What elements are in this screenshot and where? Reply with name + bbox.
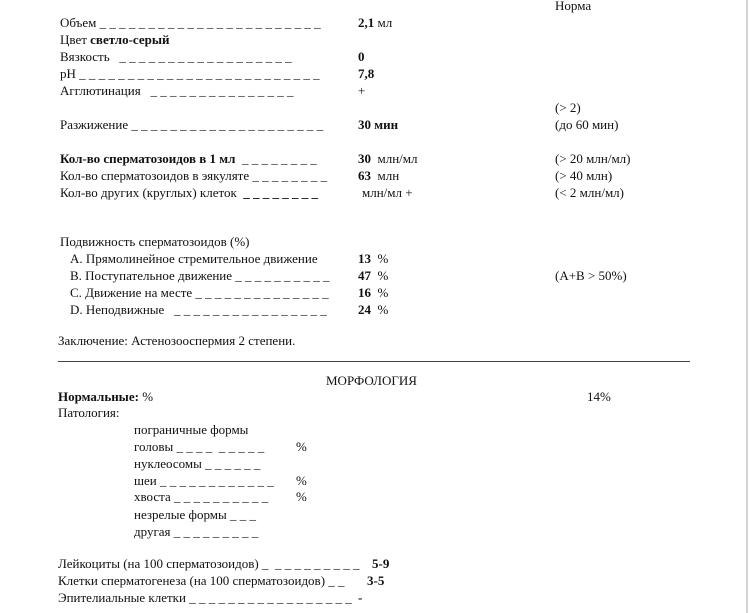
- motility-b-value: 47: [358, 268, 371, 283]
- count-total-norm: (> 40 млн): [555, 168, 613, 183]
- color-label: Цвет: [60, 32, 91, 47]
- count-total-row: [60, 168, 327, 184]
- motility-b-label: B. Поступательное движение: [70, 268, 233, 283]
- conclusion-text: Заключение: Астенозооспермия 2 степени.: [58, 333, 296, 348]
- color-value: светло-серый: [90, 32, 170, 47]
- color-row: [60, 32, 169, 48]
- liquefaction-row: [60, 117, 323, 133]
- viscosity-value: 0: [358, 49, 365, 64]
- pathology-item-borderline: [134, 422, 248, 438]
- pathology-item-label: незрелые формы: [134, 507, 227, 522]
- count-total-value: 63: [358, 168, 371, 183]
- motility-d-result: [358, 302, 388, 318]
- pathology-head-unit: %: [296, 439, 307, 454]
- count-total-label: Кол-во сперматозоидов в эякуляте: [60, 168, 250, 183]
- spermatogenesis-dashes: _ _: [325, 573, 345, 588]
- count-per-ml-unit: млн/мл: [371, 151, 418, 166]
- pathology-label: Патология:: [58, 405, 120, 420]
- spermatogenesis-value: 3-5: [367, 573, 385, 588]
- motility-a-value: 13: [358, 251, 371, 266]
- liquefaction-label: Разжижение: [60, 117, 129, 132]
- epithelial-label: Эпителиальные клетки: [58, 590, 186, 605]
- count-total-unit: млн: [371, 168, 400, 183]
- viscosity-row: [60, 49, 292, 65]
- pathology-item-neck: [134, 473, 274, 489]
- liquefaction-norm-1: (> 2): [555, 100, 581, 115]
- count-total-dashes: _ _ _ _ _ _ _ _: [249, 168, 328, 183]
- morphology-title: МОРФОЛОГИЯ: [326, 373, 417, 388]
- motility-ab-norm: (A+B > 50%): [555, 268, 627, 283]
- agglutination-dashes: _ _ _ _ _ _ _ _ _ _ _ _ _ _ _: [140, 83, 294, 98]
- normal-forms-unit: %: [138, 389, 154, 404]
- pathology-item-label: пограничные формы: [134, 422, 249, 437]
- page-edge: [746, 0, 748, 613]
- viscosity-dashes: _ _ _ _ _ _ _ _ _ _ _ _ _ _ _ _ _ _: [109, 49, 292, 64]
- epithelial-value: -: [358, 590, 363, 605]
- motility-d-dashes: _ _ _ _ _ _ _ _ _ _ _ _ _ _ _ _: [164, 302, 327, 317]
- motility-a-result: [358, 251, 388, 267]
- count-other-row: [60, 185, 318, 201]
- leukocytes-value: 5-9: [372, 556, 390, 571]
- pathology-item-label: другая: [134, 524, 171, 539]
- volume-row: [60, 15, 321, 31]
- pathology-item-nucleosomes: [134, 456, 260, 472]
- pathology-item-other: [134, 524, 258, 540]
- motility-row-d: [70, 302, 327, 318]
- norm-column-header: Норма: [555, 0, 592, 13]
- epithelial-row: [58, 590, 352, 606]
- ph-value: 7,8: [358, 66, 375, 81]
- normal-forms-row: [58, 389, 153, 405]
- volume-unit: мл: [374, 15, 393, 30]
- motility-d-value: 24: [358, 302, 371, 317]
- count-per-ml-norm: (> 20 млн/мл): [555, 151, 631, 166]
- pathology-item-label: нуклеосомы: [134, 456, 202, 471]
- ph-label: pH: [60, 66, 76, 81]
- motility-row-b: [70, 268, 330, 284]
- count-per-ml-dashes: _ _ _ _ _ _ _ _: [235, 151, 317, 166]
- motility-row-c: [70, 285, 329, 301]
- pathology-item-label: шеи: [134, 473, 157, 488]
- leukocytes-dashes: _ _ _ _ _ _ _ _ _ _: [258, 556, 360, 571]
- pathology-neck-unit: %: [296, 473, 307, 488]
- pathology-item-dashes: _ _ _ _ _ _: [201, 456, 261, 471]
- motility-c-result: [358, 285, 388, 301]
- pathology-item-label: хвоста: [134, 489, 171, 504]
- pathology-item-dashes: _ _ _ _ _ _ _ _ _: [170, 524, 259, 539]
- liquefaction-value: 30 мин: [358, 117, 399, 132]
- leukocytes-row: [58, 556, 359, 572]
- motility-d-label: D. Неподвижные: [70, 302, 165, 317]
- agglutination-row: [60, 83, 293, 99]
- pathology-item-head: [134, 439, 264, 455]
- count-per-ml-result: [358, 151, 418, 167]
- count-per-ml-label: Кол-во сперматозоидов в 1 мл: [60, 151, 236, 166]
- volume-dashes: _ _ _ _ _ _ _ _ _ _ _ _ _ _ _ _ _ _ _ _ _ _ _: [96, 15, 321, 30]
- motility-c-value: 16: [358, 285, 371, 300]
- motility-title: Подвижность сперматозоидов (%): [60, 234, 250, 249]
- pathology-item-label: головы: [134, 439, 174, 454]
- motility-c-dashes: _ _ _ _ _ _ _ _ _ _ _ _ _ _: [192, 285, 329, 300]
- ph-row: [60, 66, 320, 82]
- motility-b-dashes: _ _ _ _ _ _ _ _ _ _: [232, 268, 330, 283]
- epithelial-dashes: _ _ _ _ _ _ _ _ _ _ _ _ _ _ _ _ _: [185, 590, 352, 605]
- spermatogenesis-label: Клетки сперматогенеза (на 100 сперматозоидов): [58, 573, 326, 588]
- leukocytes-label: Лейкоциты (на 100 сперматозоидов): [58, 556, 259, 571]
- viscosity-label: Вязкость: [60, 49, 110, 64]
- count-other-value: млн/мл +: [362, 185, 413, 200]
- count-other-dashes: _ _ _ _ _ _ _ _: [236, 185, 319, 200]
- liquefaction-norm-2: (до 60 мин): [555, 117, 619, 132]
- pathology-item-dashes: _ _ _ _ _ _ _ _ _ _: [170, 489, 269, 504]
- agglutination-value: +: [358, 83, 366, 98]
- count-total-result: [358, 168, 399, 184]
- motility-a-unit: %: [371, 251, 389, 266]
- pathology-item-immature: [134, 507, 256, 523]
- volume-label: Объем: [60, 15, 97, 30]
- motility-row-a: [70, 251, 318, 267]
- count-other-label: Кол-во других (круглых) клеток: [60, 185, 237, 200]
- volume-value: 2,1: [358, 15, 375, 30]
- volume-result: [358, 15, 392, 31]
- count-other-norm: (< 2 млн/мл): [555, 185, 624, 200]
- normal-forms-value: 14%: [587, 389, 611, 404]
- liquefaction-dashes: _ _ _ _ _ _ _ _ _ _ _ _ _ _ _ _ _ _ _ _: [128, 117, 324, 132]
- normal-forms-label: Нормальные:: [58, 389, 139, 404]
- count-per-ml-row: [60, 151, 317, 167]
- pathology-item-dashes: _ _ _ _ _ _ _ _ _: [173, 439, 265, 454]
- count-per-ml-value: 30: [358, 151, 371, 166]
- agglutination-label: Агглютинация: [60, 83, 141, 98]
- motility-d-unit: %: [371, 302, 389, 317]
- motility-b-unit: %: [371, 268, 389, 283]
- pathology-tail-unit: %: [296, 489, 307, 504]
- pathology-item-tail: [134, 489, 268, 505]
- motility-b-result: [358, 268, 388, 284]
- section-divider: [58, 361, 690, 362]
- spermatogenesis-row: [58, 573, 345, 589]
- pathology-item-dashes: _ _ _: [226, 507, 256, 522]
- motility-c-unit: %: [371, 285, 389, 300]
- motility-a-label: A. Прямолинейное стремительное движение: [70, 251, 318, 266]
- ph-dashes: _ _ _ _ _ _ _ _ _ _ _ _ _ _ _ _ _ _ _ _ _ _ _ _ _: [75, 66, 320, 81]
- pathology-item-dashes: _ _ _ _ _ _ _ _ _ _ _ _: [156, 473, 274, 488]
- motility-c-label: C. Движение на месте: [70, 285, 193, 300]
